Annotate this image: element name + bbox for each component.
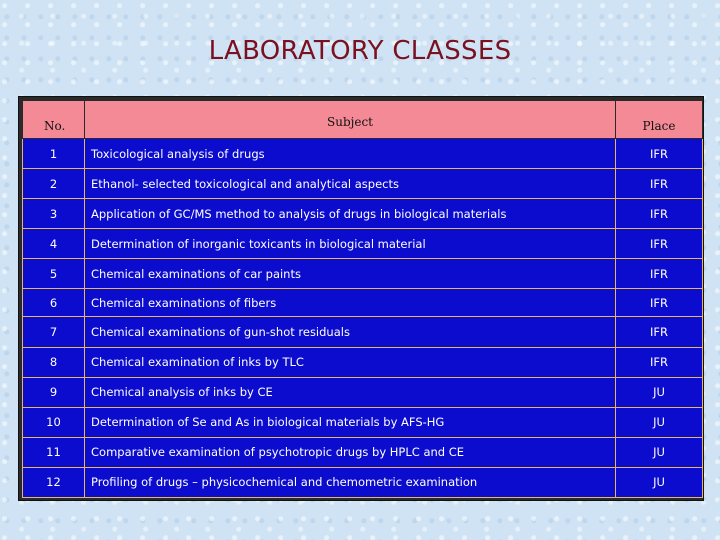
table-row: [23, 317, 703, 347]
row-number: 4: [23, 229, 85, 259]
header-row: [23, 101, 703, 139]
row-number: 12: [23, 467, 85, 497]
row-number: 2: [23, 169, 85, 199]
row-place: IFR: [616, 259, 703, 289]
row-place: JU: [616, 377, 703, 407]
header-place: Place: [616, 101, 703, 139]
table-row: [23, 169, 703, 199]
table-row: [23, 139, 703, 169]
table-row: [23, 377, 703, 407]
table-row: [23, 437, 703, 467]
row-subject: Comparative examination of psychotropic drugs by HPLC and CE: [85, 437, 616, 467]
row-subject: Chemical examinations of gun-shot residuals: [85, 317, 616, 347]
row-subject: Toxicological analysis of drugs: [85, 139, 616, 169]
row-number: 1: [23, 139, 85, 169]
row-subject: Determination of inorganic toxicants in biological material: [85, 229, 616, 259]
row-subject: Chemical analysis of inks by CE: [85, 377, 616, 407]
classes-table-frame: [18, 96, 704, 501]
row-place: JU: [616, 407, 703, 437]
header-no: No.: [23, 101, 85, 139]
table-row: [23, 199, 703, 229]
row-number: 3: [23, 199, 85, 229]
row-place: IFR: [616, 289, 703, 317]
row-number: 6: [23, 289, 85, 317]
row-number: 8: [23, 347, 85, 377]
row-place: IFR: [616, 199, 703, 229]
row-place: IFR: [616, 139, 703, 169]
row-subject: Chemical examination of inks by TLC: [85, 347, 616, 377]
table-row: [23, 259, 703, 289]
page-title: LABORATORY CLASSES: [208, 36, 512, 66]
row-subject: Determination of Se and As in biological materials by AFS-HG: [85, 407, 616, 437]
row-place: IFR: [616, 347, 703, 377]
table-row: [23, 289, 703, 317]
row-number: 7: [23, 317, 85, 347]
row-place: IFR: [616, 169, 703, 199]
row-number: 11: [23, 437, 85, 467]
row-subject: Application of GC/MS method to analysis of drugs in biological materials: [85, 199, 616, 229]
row-subject: Profiling of drugs – physicochemical and chemometric examination: [85, 467, 616, 497]
row-place: IFR: [616, 229, 703, 259]
table-row: [23, 467, 703, 497]
row-number: 5: [23, 259, 85, 289]
header-subject: Subject: [85, 101, 616, 139]
row-subject: Ethanol- selected toxicological and analytical aspects: [85, 169, 616, 199]
row-number: 9: [23, 377, 85, 407]
row-subject: Chemical examinations of fibers: [85, 289, 616, 317]
row-subject: Chemical examinations of car paints: [85, 259, 616, 289]
table-row: [23, 347, 703, 377]
table-row: [23, 407, 703, 437]
row-place: IFR: [616, 317, 703, 347]
classes-table: [22, 100, 703, 498]
row-place: JU: [616, 437, 703, 467]
table-row: [23, 229, 703, 259]
row-place: JU: [616, 467, 703, 497]
row-number: 10: [23, 407, 85, 437]
